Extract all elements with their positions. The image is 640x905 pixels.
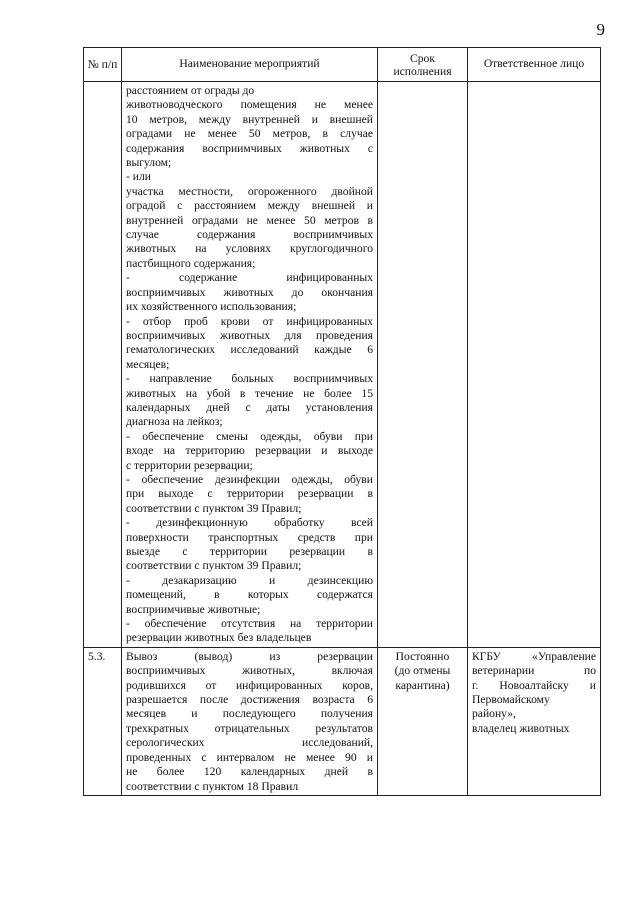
- deadline-text: [378, 82, 467, 85]
- text-line: диагноза на лейкоз;: [126, 415, 223, 429]
- text-line: пастбищного содержания;: [126, 256, 256, 270]
- text-line: животных на убой в течение не более 15: [126, 386, 373, 400]
- header-number-label: № п/п: [87, 58, 118, 71]
- table-row: [84, 82, 601, 648]
- text-line: 10 метров, между внутренней и внешней: [126, 112, 373, 126]
- text-line: - обеспечение отсутствия на территории: [126, 617, 373, 631]
- row-continued-name: [122, 82, 378, 648]
- responsible-line: КГБУ «Управление: [472, 649, 596, 663]
- responsible-line: ветеринарии по: [472, 664, 596, 678]
- text-line: - дезакаризацию и дезинсекцию: [126, 573, 373, 587]
- text-line: оградой с расстоянием между внешней и: [126, 199, 373, 213]
- responsible-line: району»,: [472, 707, 516, 721]
- text-line: восприимчивые животные;: [126, 602, 261, 616]
- responsible-text: [468, 648, 600, 737]
- deadline-line: (до отмены: [394, 664, 451, 678]
- row-5-3-number: [84, 647, 122, 795]
- text-line: оградами не менее 50 метров, в случае: [126, 127, 373, 141]
- header-responsible: [468, 48, 601, 82]
- text-line: помещений, в которых содержатся: [126, 588, 373, 602]
- text-line: - отбор проб крови от инфицированных: [126, 314, 373, 328]
- text-line: содержания восприимчивых животных с: [126, 141, 373, 155]
- text-line: входе на территорию резервации и выходе: [126, 444, 373, 458]
- text-line: восприимчивых животных для проведения: [126, 328, 373, 342]
- row-continued-responsible: [468, 82, 601, 648]
- text-line: животных на условиях круглогодичного: [126, 242, 373, 256]
- text-line: расстоянием от ограды до: [126, 84, 255, 97]
- text-line: - дезинфекционную обработку всей: [126, 516, 373, 530]
- text-line: резервации животных без владельцев: [126, 631, 312, 645]
- page-number: 9: [596, 20, 605, 39]
- measure-text: [122, 648, 377, 795]
- measure-text: [122, 82, 377, 647]
- text-line: выгулом;: [126, 156, 172, 170]
- text-line: животноводческого помещения не менее: [126, 98, 373, 112]
- responsible-line: Первомайскому: [472, 693, 550, 707]
- text-line: проведенных с интервалом не менее 90 и: [126, 750, 373, 764]
- text-line: соответствии с пунктом 39 Правил;: [126, 501, 302, 515]
- text-line: - направление больных восприимчивых: [126, 372, 373, 386]
- text-line: соответствии с пунктом 18 Правил: [126, 779, 299, 793]
- responsible-line: владелец животных: [472, 721, 570, 735]
- measures-table: [83, 47, 601, 796]
- header-responsible-label: Ответственное лицо: [483, 57, 585, 71]
- text-line: - обеспечение дезинфекции одежды, обуви: [126, 472, 373, 486]
- text-line: случае содержания восприимчивых: [126, 228, 373, 242]
- deadline-text: [378, 648, 467, 694]
- text-line: - содержание инфицированных: [126, 271, 373, 285]
- text-line: поверхности транспортных средств при: [126, 530, 373, 544]
- row-5-3-name: [122, 647, 378, 795]
- text-line: соответствии с пунктом 39 Правил;: [126, 559, 302, 573]
- deadline-line: карантина): [395, 678, 450, 692]
- text-line: их хозяйственного использования;: [126, 300, 297, 314]
- text-line: месяцев и последующего получения: [126, 707, 373, 721]
- text-line: разрешается после достижения возраста 6: [126, 693, 373, 707]
- row-number: [84, 82, 121, 85]
- row-number: 5.3.: [88, 649, 106, 663]
- text-line: внутренней оградами не менее 50 метров в: [126, 213, 373, 227]
- text-line: восприимчивых животных, включая: [126, 664, 373, 678]
- deadline-line: Постоянно: [395, 649, 450, 663]
- table-row: [84, 647, 601, 795]
- header-deadline: [378, 48, 468, 82]
- text-line: - обеспечение смены одежды, обуви при: [126, 429, 373, 443]
- text-line: Вывоз (вывод) из резервации: [126, 649, 373, 663]
- header-name-label: Наименование мероприятий: [179, 57, 320, 71]
- row-5-3-deadline: [378, 647, 468, 795]
- text-line: серологических исследований,: [126, 736, 373, 750]
- text-line: выезде с территории резервации в: [126, 545, 373, 558]
- responsible-text: [468, 82, 600, 85]
- text-line: календарных дней с даты установления: [126, 400, 373, 414]
- text-line: месяцев;: [126, 357, 170, 371]
- header-name: [122, 48, 378, 82]
- responsible-line: г. Новоалтайску и: [472, 678, 596, 692]
- header-number: [84, 48, 122, 82]
- header-deadline-label: Срок исполнения: [393, 51, 452, 78]
- text-line: трехкратных отрицательных результатов: [126, 721, 373, 735]
- text-line: при выходе с территории резервации в: [126, 487, 373, 501]
- text-line: родившихся от инфицированных коров,: [126, 678, 373, 692]
- text-line: участка местности, огороженного двойной: [126, 184, 373, 198]
- text-line: - или: [126, 170, 151, 184]
- row-continued-deadline: [378, 82, 468, 648]
- row-continued-number: [84, 82, 122, 648]
- table-header-row: [84, 48, 601, 82]
- text-line: гематологических исследований каждые 6: [126, 343, 373, 357]
- text-line: восприимчивых животных до окончания: [126, 285, 373, 299]
- text-line: не более 120 календарных дней в: [126, 765, 373, 779]
- text-line: с территории резервации;: [126, 458, 253, 472]
- row-5-3-responsible: [468, 647, 601, 795]
